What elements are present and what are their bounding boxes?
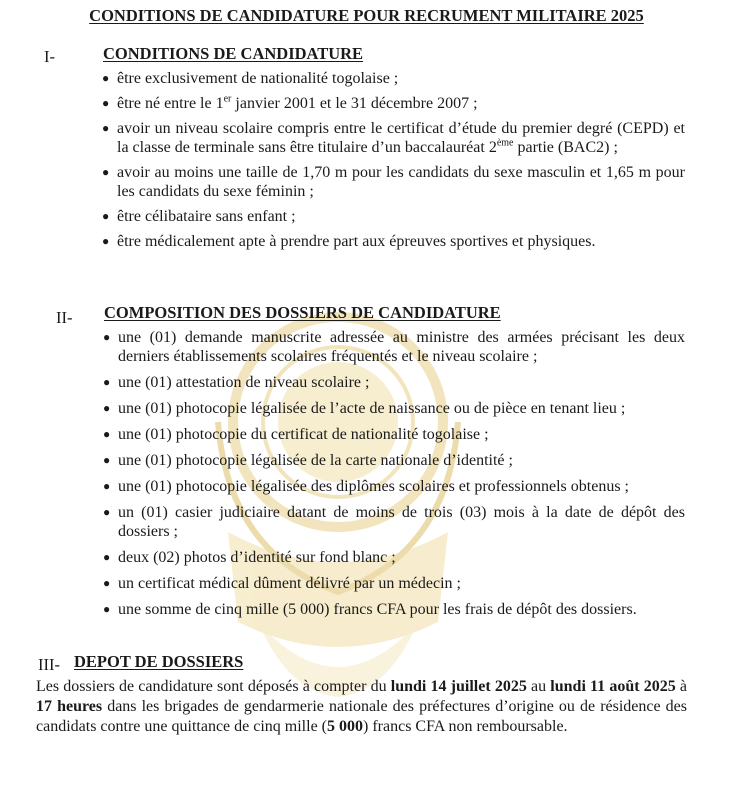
list-item: ● une (01) photocopie légalisée des diplômes scolaires et professionnels obtenus ; bbox=[103, 478, 629, 495]
list-item: ● une (01) photocopie légalisée de la carte nationale d’identité ; bbox=[103, 452, 513, 469]
bullet-icon: ● bbox=[103, 453, 111, 467]
section-1-list bbox=[102, 69, 685, 251]
section-2-number: II- bbox=[56, 308, 73, 327]
list-item: ● une (01) photocopie du certificat de nationalité togolaise ; bbox=[103, 426, 489, 443]
section-2-heading: COMPOSITION DES DOSSIERS DE CANDIDATURE bbox=[104, 303, 501, 322]
bullet-icon: ● bbox=[103, 576, 111, 590]
superscript: ème bbox=[496, 137, 514, 149]
deposit-paragraph: Les dossiers de candidature sont déposés à compter du lundi 14 juillet 2025 au lundi 11 août 2025 à 17 heures dans les brigades de gendarmerie nationale des préfectures d’origine ou de résidence des candidats contre une quittance de cinq mille (5 000) francs CFA non remboursable. bbox=[36, 678, 688, 735]
bullet-icon: ● bbox=[102, 165, 110, 179]
bullet-icon: ● bbox=[103, 375, 111, 389]
section-1-heading: CONDITIONS DE CANDIDATURE bbox=[103, 44, 364, 63]
list-item: ● une (01) attestation de niveau scolaire ; bbox=[103, 374, 370, 391]
section-3-number: III- bbox=[38, 655, 60, 674]
bullet-icon: ● bbox=[102, 71, 110, 85]
list-item: ● être né entre le 1er janvier 2001 et le 31 décembre 2007 ; bbox=[102, 93, 478, 112]
end-date: lundi 11 août 2025 bbox=[550, 678, 676, 695]
list-item: ● une somme de cinq mille (5 000) francs CFA pour les frais de dépôt des dossiers. bbox=[103, 601, 637, 618]
bullet-icon: ● bbox=[103, 330, 111, 344]
section-1-number: I- bbox=[44, 47, 55, 66]
start-date: lundi 14 juillet 2025 bbox=[390, 678, 527, 695]
list-item: ● une (01) demande manuscrite adressée au ministre des armées précisant les deux derniers établissements scolaires fréquentés et le niveau scolaire ; bbox=[103, 329, 685, 365]
bullet-icon: ● bbox=[103, 602, 111, 616]
bullet-icon: ● bbox=[103, 401, 111, 415]
list-item: ● être exclusivement de nationalité togolaise ; bbox=[102, 70, 399, 87]
list-item: ● un (01) casier judiciaire datant de moins de trois (03) mois à la date de dépôt des dossiers ; bbox=[103, 504, 685, 540]
list-item: ● être médicalement apte à prendre part aux épreuves sportives et physiques. bbox=[102, 233, 596, 250]
list-item: ● avoir un niveau scolaire compris entre le certificat d’étude du premier degré (CEPD) et la classe de terminale sans être titulaire d’un baccalauréat 2ème partie (BAC2) ; bbox=[102, 120, 685, 156]
fee-amount: 5 000 bbox=[327, 718, 363, 735]
list-item: ● un certificat médical dûment délivré par un médecin ; bbox=[103, 575, 461, 592]
bullet-icon: ● bbox=[103, 505, 111, 519]
bullet-icon: ● bbox=[103, 550, 111, 564]
bullet-icon: ● bbox=[102, 234, 110, 248]
list-item: ● avoir au moins une taille de 1,70 m pour les candidats du sexe masculin et 1,65 m pour les candidats du sexe féminin ; bbox=[102, 164, 685, 200]
list-item: ● deux (02) photos d’identité sur fond blanc ; bbox=[103, 549, 396, 566]
bullet-icon: ● bbox=[102, 209, 110, 223]
bullet-icon: ● bbox=[102, 96, 110, 110]
section-3-heading: DEPOT DE DOSSIERS bbox=[74, 652, 244, 671]
deadline-time: 17 heures bbox=[36, 698, 103, 715]
document-title: CONDITIONS DE CANDIDATURE POUR RECRUMENT MILITAIRE 2025 bbox=[89, 6, 644, 25]
list-item: ● être célibataire sans enfant ; bbox=[102, 208, 296, 225]
bullet-icon: ● bbox=[103, 479, 111, 493]
list-item: ● une (01) photocopie légalisée de l’acte de naissance ou de pièce en tenant lieu ; bbox=[103, 400, 626, 417]
bullet-icon: ● bbox=[103, 427, 111, 441]
superscript: er bbox=[223, 93, 232, 105]
bullet-icon: ● bbox=[102, 121, 110, 135]
section-2-list bbox=[103, 328, 685, 619]
